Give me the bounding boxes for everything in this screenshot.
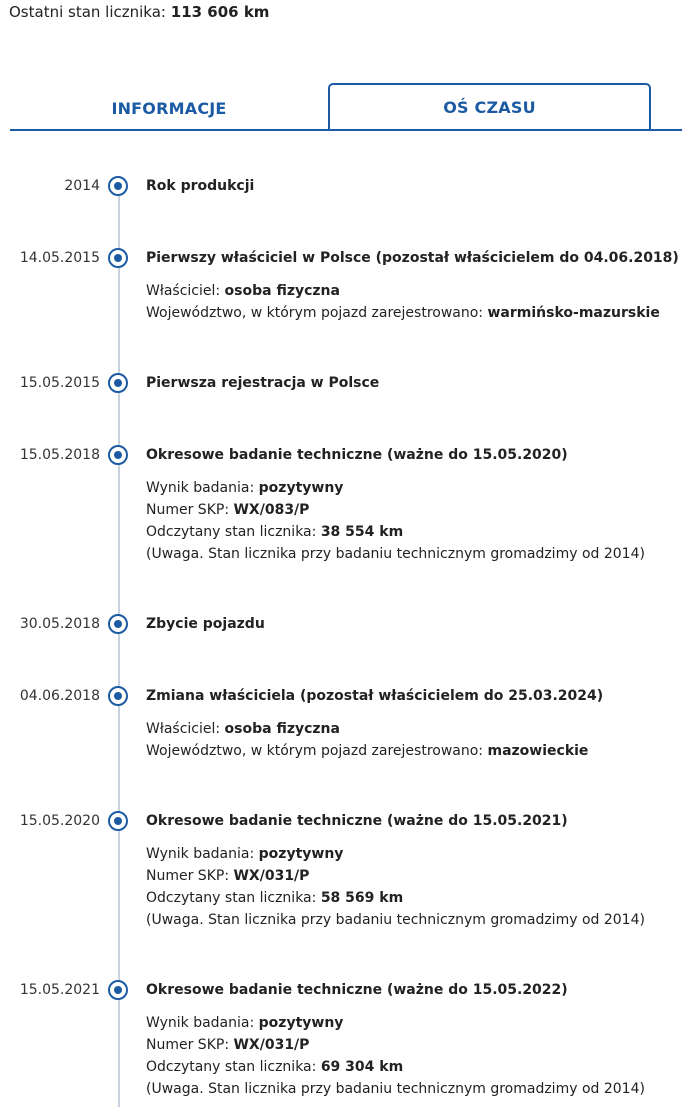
detail-label: Numer SKP: <box>146 868 230 884</box>
detail-label: Wynik badania: <box>146 1015 255 1031</box>
event-detail <box>146 718 588 740</box>
detail-label: Odczytany stan licznika: <box>146 890 317 906</box>
detail-label: (Uwaga. Stan licznika przy badaniu technicznym gromadzimy od 2014) <box>146 1081 645 1097</box>
detail-value: pozytywny <box>258 846 344 862</box>
event-date: 15.05.2021 <box>19 982 100 998</box>
event-title: Pierwsza rejestracja w Polsce <box>146 375 380 391</box>
detail-value: 38 554 km <box>320 524 404 540</box>
detail-label: Właściciel: <box>146 721 221 737</box>
timeline-dot-icon <box>108 614 128 634</box>
event-detail <box>146 1034 645 1056</box>
event-detail <box>146 740 588 762</box>
event-date: 15.05.2018 <box>19 447 100 463</box>
detail-label: (Uwaga. Stan licznika przy badaniu technicznym gromadzimy od 2014) <box>146 912 645 928</box>
event-date: 15.05.2020 <box>19 813 100 829</box>
detail-label: (Uwaga. Stan licznika przy badaniu technicznym gromadzimy od 2014) <box>146 546 645 562</box>
event-title: Okresowe badanie techniczne (ważne do 15.05.2020) <box>146 447 568 463</box>
event-title: Pierwszy właściciel w Polsce (pozostał właścicielem do 04.06.2018) <box>146 250 679 266</box>
detail-value: WX/083/P <box>233 502 310 518</box>
timeline-dot-icon <box>108 980 128 1000</box>
event-detail <box>146 302 660 324</box>
detail-value: WX/031/P <box>233 868 310 884</box>
event-detail <box>146 499 645 521</box>
timeline-line <box>118 186 120 1107</box>
event-title: Zmiana właściciela (pozostał właścicielem do 25.03.2024) <box>146 688 604 704</box>
detail-label: Odczytany stan licznika: <box>146 524 317 540</box>
timeline-dot-icon <box>108 373 128 393</box>
detail-value: 69 304 km <box>320 1059 404 1075</box>
timeline-dot-icon <box>108 248 128 268</box>
event-title: Rok produkcji <box>146 178 255 194</box>
detail-value: WX/031/P <box>233 1037 310 1053</box>
detail-value: osoba fizyczna <box>224 283 340 299</box>
detail-label: Województwo, w którym pojazd zarejestrowano: <box>146 305 484 321</box>
tab-underline <box>10 129 682 131</box>
timeline-dot-icon <box>108 176 128 196</box>
event-date: 14.05.2015 <box>19 250 100 266</box>
event-detail <box>146 1056 645 1078</box>
event-detail <box>146 887 645 909</box>
tab-informacje[interactable]: INFORMACJE <box>111 98 227 118</box>
event-detail <box>146 521 645 543</box>
event-details <box>146 718 588 762</box>
last-odometer-reading <box>9 3 269 21</box>
event-note <box>146 543 645 565</box>
detail-label: Numer SKP: <box>146 1037 230 1053</box>
detail-label: Numer SKP: <box>146 502 230 518</box>
event-title: Okresowe badanie techniczne (ważne do 15.05.2021) <box>146 813 568 829</box>
event-detail <box>146 865 645 887</box>
event-note <box>146 909 645 931</box>
event-note <box>146 1078 645 1100</box>
event-detail <box>146 1012 645 1034</box>
event-title: Okresowe badanie techniczne (ważne do 15.05.2022) <box>146 982 568 998</box>
detail-label: Właściciel: <box>146 283 221 299</box>
event-details <box>146 1012 645 1100</box>
event-detail <box>146 280 660 302</box>
detail-value: mazowieckie <box>487 743 589 759</box>
last-reading-label: Ostatni stan licznika: <box>9 3 166 21</box>
event-date: 04.06.2018 <box>19 688 100 704</box>
timeline-dot-icon <box>108 811 128 831</box>
event-date: 30.05.2018 <box>19 616 100 632</box>
event-date: 15.05.2015 <box>19 375 100 391</box>
detail-value: osoba fizyczna <box>224 721 340 737</box>
event-details <box>146 477 645 565</box>
detail-label: Wynik badania: <box>146 480 255 496</box>
event-detail <box>146 843 645 865</box>
detail-value: pozytywny <box>258 1015 344 1031</box>
timeline-dot-icon <box>108 686 128 706</box>
detail-label: Województwo, w którym pojazd zarejestrowano: <box>146 743 484 759</box>
event-title: Zbycie pojazdu <box>146 616 265 632</box>
event-details <box>146 843 645 931</box>
last-reading-value: 113 606 km <box>170 3 270 21</box>
detail-value: warmińsko-mazurskie <box>487 305 660 321</box>
detail-label: Wynik badania: <box>146 846 255 862</box>
event-details <box>146 280 660 324</box>
event-date: 2014 <box>64 178 100 194</box>
detail-label: Odczytany stan licznika: <box>146 1059 317 1075</box>
detail-value: 58 569 km <box>320 890 404 906</box>
timeline-dot-icon <box>108 445 128 465</box>
tab-os-czasu[interactable]: OŚ CZASU <box>328 83 651 131</box>
event-detail <box>146 477 645 499</box>
detail-value: pozytywny <box>258 480 344 496</box>
